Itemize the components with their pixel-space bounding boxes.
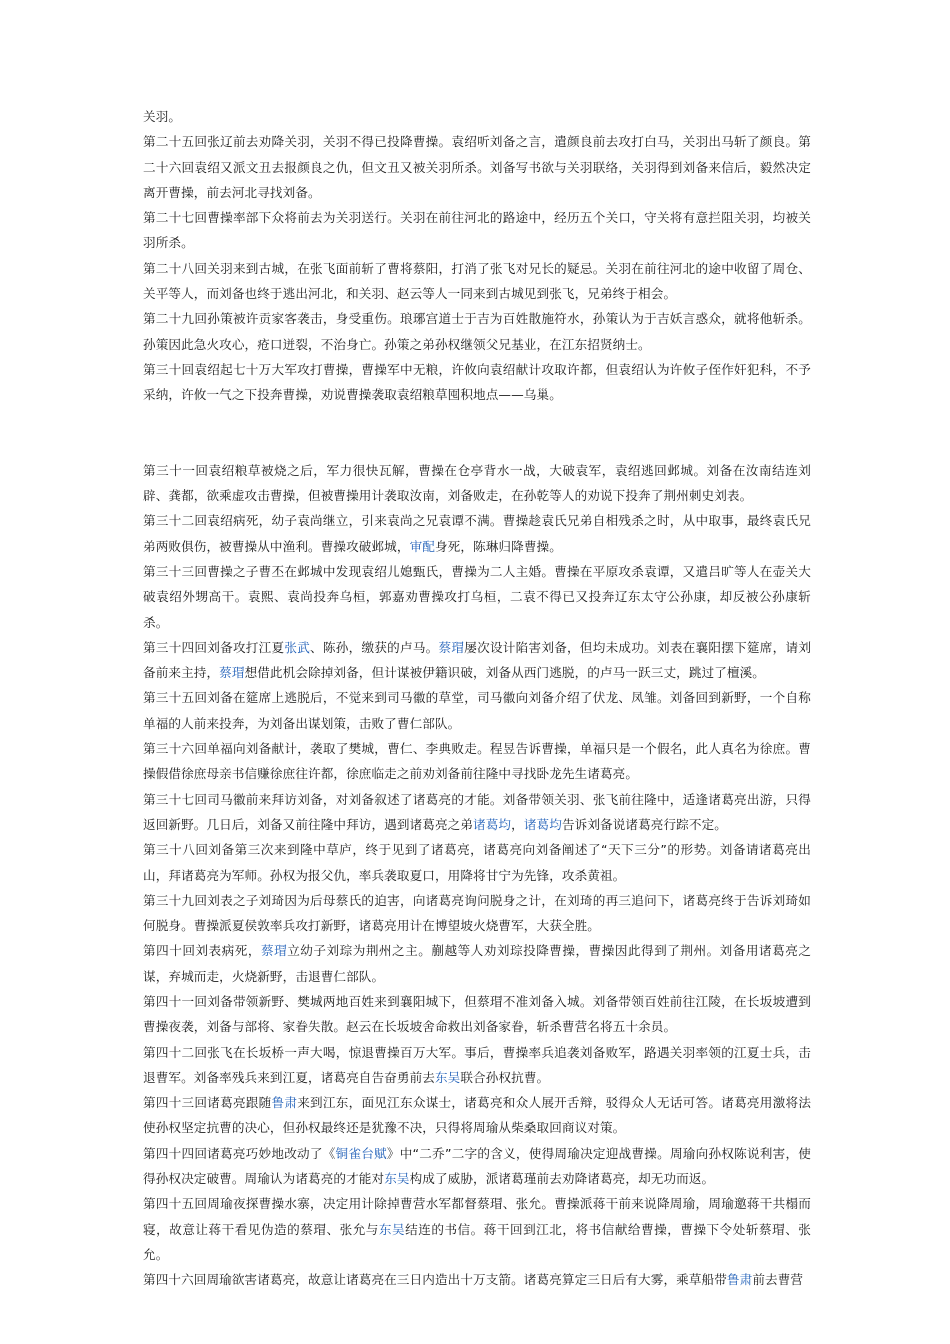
chapter-summary-paragraph: [143, 306, 811, 357]
encyclopedia-link[interactable]: 东吴: [378, 1221, 406, 1237]
paragraph-text: 关羽。: [143, 109, 182, 124]
blank-line: [143, 420, 811, 445]
chapter-summary-paragraph: [143, 357, 811, 408]
encyclopedia-link[interactable]: 蔡瑁: [438, 639, 465, 655]
chapter-summary-paragraph: [143, 989, 811, 1040]
paragraph-text: 第三十二回袁绍病死，幼子袁尚继立，引来袁尚之兄袁谭不满。曹操趁袁氏兄弟自相残杀之时，从中取事，最终袁氏兄弟两败俱伤，被曹操从中渔利。曹操攻破邺城，: [143, 513, 811, 554]
paragraph-text: 屡次设计陷害刘备，但均未成功。刘表在襄阳摆下筵席，请刘备前来主持，: [143, 639, 812, 681]
encyclopedia-link[interactable]: 蔡瑁: [260, 943, 288, 959]
chapter-summary-paragraph: [143, 508, 811, 559]
paragraph-text: 告诉刘备说诸葛亮行踪不定。: [561, 816, 727, 832]
paragraph-text: 第二十五回张辽前去劝降关羽，关羽不得已投降曹操。袁绍听刘备之言，遣颜良前去攻打白马，关羽出马斩了颜良。第二十六回袁绍又派文丑去报颜良之仇，但文丑又被关羽所杀。刘备写书欲与关羽联络，关羽得到刘备来信后，毅然决定离开曹操，前去河北寻找刘备。: [143, 134, 811, 200]
chapter-summary-paragraph: [143, 1090, 811, 1141]
paragraph-text: 第三十四回刘备攻打江夏: [143, 639, 285, 655]
paragraph-text: 前去曹营: [752, 1272, 804, 1288]
paragraph-text: 第四十一回刘备带领新野、樊城两地百姓来到襄阳城下，但蔡瑁不准刘备入城。刘备带领百姓前往江陵，在长坂坡遭到曹操夜袭，刘备与部将、家眷失散。赵云在长坂坡舍命救出刘备家眷，斩杀曹营名将五十余员。: [143, 993, 811, 1035]
paragraph-text: 第四十回刘表病死，: [143, 943, 261, 959]
encyclopedia-link[interactable]: 蔡瑁: [219, 665, 245, 681]
document-body: [143, 104, 811, 1293]
encyclopedia-link[interactable]: 诸葛均: [473, 816, 512, 832]
chapter-summary-paragraph: [143, 205, 811, 256]
chapter-summary-paragraph: [143, 938, 811, 989]
chapter-summary-paragraph: [143, 1191, 811, 1267]
paragraph-text: 构成了威胁，派诸葛瑾前去劝降诸葛亮，却无功而返。: [409, 1171, 715, 1187]
chapter-summary-paragraph: [143, 104, 811, 129]
paragraph-text: 来到江东，面见江东众谋士，诸葛亮和众人展开舌辩，驳得众人无话可答。诸葛亮用激将法使孙权坚定抗曹的决心，但孙权最终还是犹豫不决，只得将周瑜从柴桑取回商议对策。: [143, 1095, 812, 1136]
paragraph-text: 第三十回袁绍起七十万大军攻打曹操，曹操军中无粮，许攸向袁绍献计攻取许都，但袁绍认为许攸子侄作奸犯科，不予采纳，许攸一气之下投奔曹操，劝说曹操袭取袁绍粮草囤积地点——乌巢。: [143, 361, 811, 403]
paragraph-text: 第二十八回关羽来到古城，在张飞面前斩了曹将蔡阳，打消了张飞对兄长的疑忌。关羽在前往河北的途中收留了周仓、关平等人，而刘备也终于逃出河北，和关羽、赵云等人一同来到古城见到张飞，兄弟终于相会。: [143, 260, 811, 302]
paragraph-text: 第四十五回周瑜夜探曹操水寨，决定用计除掉曹营水军都督蔡瑁、张允。曹操派蒋干前来说降周瑜，周瑜邀蒋干共榻而寝，故意让蒋干看见伪造的蔡瑁、张允与: [143, 1196, 811, 1237]
encyclopedia-link[interactable]: 张武: [284, 639, 311, 655]
paragraph-text: 第三十七回司马徽前来拜访刘备，对刘备叙述了诸葛亮的才能。刘备带领关羽、张飞前往隆中，适逢诸葛亮出游，只得返回新野。几日后，刘备又前往隆中拜访，遇到诸葛亮之弟: [143, 791, 811, 832]
paragraph-text: 、陈孙，缴获的卢马。: [310, 639, 439, 655]
paragraph-text: 第三十三回曹操之子曹丕在邺城中发现袁绍儿媳甄氏，曹操为二人主婚。曹操在平原攻杀袁谭，又遣吕旷等人在壶关大破袁绍外甥高干。袁熙、袁尚投奔乌桓，郭嘉劝曹操攻打乌桓，二袁不得已又投奔辽东太守公孙康，却反被公孙康斩杀。: [143, 563, 811, 630]
chapter-summary-paragraph: [143, 1141, 811, 1192]
paragraph-text: 第三十八回刘备第三次来到隆中草庐，终于见到了诸葛亮，诸葛亮向刘备阐述了“天下三分”的形势。刘备请诸葛亮出山，拜诸葛亮为军师。孙权为报父仇，率兵袭取夏口，用降将甘宁为先锋，攻杀黄祖。: [143, 842, 811, 883]
encyclopedia-link[interactable]: 审配: [409, 538, 435, 554]
paragraph-text: 结连的书信。蒋干回到江北，将书信献给曹操，曹操下令处斩蔡瑁、张允。: [143, 1221, 811, 1262]
chapter-summary-paragraph: [143, 888, 811, 939]
paragraph-text: ，: [511, 816, 524, 832]
paragraph-text: 身死，陈琳归降曹操。: [434, 538, 562, 554]
chapter-summary-paragraph: [143, 837, 811, 888]
paragraph-text: 第四十六回周瑜欲害诸葛亮，故意让诸葛亮在三日内造出十万支箭。诸葛亮算定三日后有大雾，乘草船带: [143, 1272, 727, 1288]
paragraph-text: 第四十三回诸葛亮跟随: [143, 1095, 272, 1111]
paragraph-text: 第三十六回单福向刘备献计，袭取了樊城，曹仁、李典败走。程昱告诉曹操，单福只是一个假名，此人真名为徐庶。曹操假借徐庶母亲书信赚徐庶往许都，徐庶临走之前劝刘备前往隆中寻找卧龙先生诸葛亮。: [143, 741, 811, 782]
encyclopedia-link[interactable]: 鲁肃: [726, 1272, 753, 1288]
encyclopedia-link[interactable]: 东吴: [434, 1069, 461, 1085]
paragraph-text: 第二十七回曹操率部下众将前去为关羽送行。关羽在前往河北的路途中，经历五个关口，守关将有意拦阻关羽，均被关羽所杀。: [143, 210, 811, 251]
encyclopedia-link[interactable]: 铜雀台赋: [335, 1145, 387, 1161]
encyclopedia-link[interactable]: 东吴: [384, 1171, 410, 1187]
chapter-summary-paragraph: [143, 736, 811, 787]
chapter-summary-paragraph: [143, 559, 811, 635]
paragraph-text: 立幼子刘琮为荆州之主。蒯越等人劝刘琮投降曹操，曹操因此得到了荆州。刘备用诸葛亮之谋，弃城而走，火烧新野，击退曹仁部队。: [143, 943, 812, 984]
chapter-summary-paragraph: [143, 458, 811, 509]
paragraph-text: 第四十二回张飞在长坂桥一声大喝，惊退曹操百万大军。事后，曹操率兵追袭刘备败军，路遇关羽率领的江夏士兵，击退曹军。刘备率残兵来到江夏，诸葛亮自告奋勇前去: [143, 1044, 811, 1085]
paragraph-text: 第二十九回孙策被许贡家客袭击，身受重伤。琅琊宫道士于吉为百姓散施符水，孙策认为于吉妖言惑众，就将他斩杀。孙策因此急火攻心，疮口迸裂，不治身亡。孙策之弟孙权继领父兄基业，在江东招贤纳士。: [143, 311, 811, 352]
chapter-summary-paragraph: [143, 1267, 811, 1292]
encyclopedia-link[interactable]: 鲁肃: [271, 1095, 298, 1111]
paragraph-text: 第三十一回袁绍粮草被烧之后，军力很快瓦解，曹操在仓亭背水一战，大破袁军，袁绍逃回邺城。刘备在汝南结连刘辟、龚都，欲乘虚攻击曹操，但被曹操用计袭取汝南，刘备败走，在孙乾等人的劝说下投奔了荆州刺史刘表。: [143, 462, 811, 504]
paragraph-text: 第三十九回刘表之子刘琦因为后母蔡氏的迫害，向诸葛亮询问脱身之计，在刘琦的再三追问下，诸葛亮终于告诉刘琦如何脱身。曹操派夏侯敦率兵攻打新野，诸葛亮用计在博望坡火烧曹军，大获全胜。: [143, 892, 811, 934]
paragraph-text: 想借此机会除掉刘备，但计谋被伊籍识破，刘备从西门逃脱，的卢马一跃三丈，跳过了檀溪。: [244, 665, 766, 681]
paragraph-text: 联合孙权抗曹。: [460, 1069, 550, 1085]
chapter-summary-paragraph: [143, 787, 811, 838]
chapter-summary-paragraph: [143, 635, 811, 686]
paragraph-text: 第三十五回刘备在筵席上逃脱后，不觉来到司马徽的草堂，司马徽向刘备介绍了伏龙、凤雏。刘备回到新野，一个自称单福的人前来投奔，为刘备出谋划策，击败了曹仁部队。: [143, 690, 811, 731]
chapter-summary-paragraph: [143, 129, 811, 205]
chapter-summary-paragraph: [143, 256, 811, 307]
paragraph-text: 第四十四回诸葛亮巧妙地改动了《: [143, 1145, 336, 1161]
paragraph-text: 》中“二乔”二字的含义，使得周瑜决定迎战曹操。周瑜向孙权陈说利害，使得孙权决定破曹。周瑜认为诸葛亮的才能对: [143, 1145, 811, 1187]
encyclopedia-link[interactable]: 诸葛均: [523, 816, 562, 832]
chapter-summary-paragraph: [143, 685, 811, 736]
chapter-summary-paragraph: [143, 1040, 811, 1091]
